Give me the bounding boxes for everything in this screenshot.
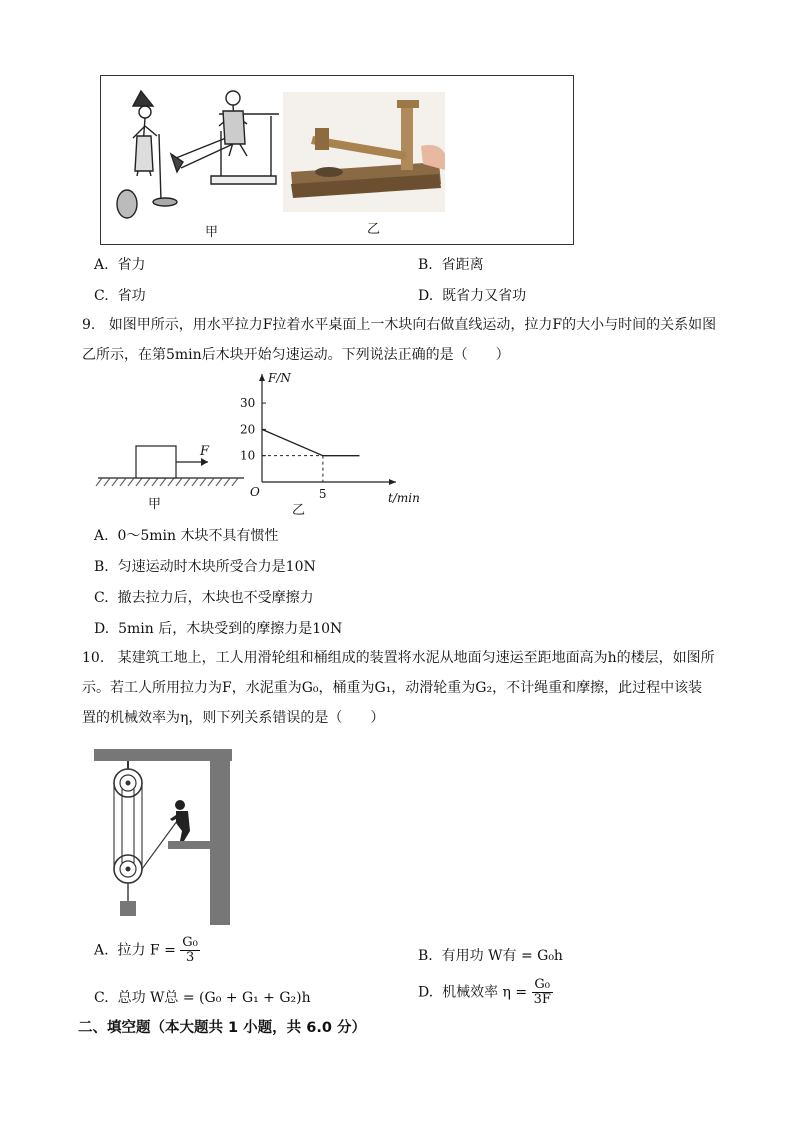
q8-label-jia: 甲 bbox=[205, 225, 219, 240]
q9-number: 9. bbox=[82, 317, 96, 333]
section-heading-fill-in: 二、填空题（本大题共 1 小题，共 6.0 分） bbox=[78, 1020, 366, 1036]
building-wall bbox=[210, 761, 230, 925]
q10-option-a[interactable]: A. 拉力 F = $\frac{\text{G₀}}{3}$ bbox=[94, 935, 198, 965]
q10-number: 10. bbox=[82, 650, 105, 666]
q10-option-c[interactable]: C. 总功 W总 = (G₀ + G₁ + G₂)h bbox=[94, 990, 311, 1006]
q9-caption-yi: 乙 bbox=[292, 503, 306, 518]
q8-option-a[interactable]: A. 省力 bbox=[94, 257, 146, 273]
cement-bucket bbox=[120, 901, 136, 916]
q9-stem-line2: 乙所示，在第5min后木块开始匀速运动。下列说法正确的是（ ） bbox=[82, 347, 510, 363]
fraction: $\frac{\text{G₀}}{3F}$ bbox=[533, 977, 551, 1007]
q9-option-b[interactable]: B. 匀速运动时木块所受合力是10N bbox=[94, 559, 316, 575]
y-axis-arrow bbox=[259, 374, 265, 381]
q10-stem-line3: 置的机械效率为η，则下列关系错误的是（ ） bbox=[82, 710, 385, 726]
q8-option-d[interactable]: D. 既省力又省功 bbox=[418, 288, 527, 304]
y-tick-label: 20 bbox=[240, 422, 256, 437]
worker-platform bbox=[168, 841, 210, 849]
q9-stem bbox=[82, 310, 762, 370]
pestle-workers-illustration bbox=[117, 91, 279, 218]
worker-figure bbox=[170, 800, 190, 841]
q8-option-b[interactable]: B. 省距离 bbox=[418, 257, 484, 273]
q9-caption-jia: 甲 bbox=[148, 497, 162, 512]
q8-figure-frame bbox=[100, 75, 574, 245]
wooden-block bbox=[136, 446, 176, 478]
x-tick-label: 5 bbox=[318, 487, 327, 501]
x-axis-arrow bbox=[389, 479, 396, 485]
y-axis-label: F/N bbox=[268, 371, 291, 385]
q10-pulley-figure bbox=[92, 745, 242, 927]
y-tick-label: 30 bbox=[240, 396, 256, 411]
q9-option-a[interactable]: A. 0～5min 木块不具有惯性 bbox=[94, 528, 279, 544]
q10-stem-line2: 示。若工人所用拉力为F，水泥重为G₀，桶重为G₁，动滑轮重为G₂，不计绳重和摩擦，此过程中该装 bbox=[82, 680, 703, 696]
ceiling-beam bbox=[94, 749, 232, 761]
q9-stem-line1: 如图甲所示，用水平拉力F拉着水平桌面上一木块向右做直线运动，拉力F的大小与时间的关系如图 bbox=[108, 317, 717, 333]
q8-option-c[interactable]: C. 省功 bbox=[94, 288, 146, 304]
x-axis-label: t/min bbox=[388, 491, 420, 505]
q9-ft-chart bbox=[236, 371, 420, 520]
q10-stem-line1: 某建筑工地上，工人用滑轮组和桶组成的装置将水泥从地面匀速运至距地面高为h的楼层，如图所 bbox=[117, 650, 715, 666]
ground-hatching bbox=[96, 478, 238, 486]
q10-stem bbox=[82, 643, 762, 733]
q9-option-d[interactable]: D. 5min 后，木块受到的摩擦力是10N bbox=[94, 621, 343, 637]
q9-option-c[interactable]: C. 撤去拉力后，木块也不受摩擦力 bbox=[94, 590, 314, 606]
origin-label: O bbox=[250, 485, 260, 499]
y-tick-label: 10 bbox=[240, 448, 256, 463]
pestle-model-photo bbox=[283, 92, 445, 212]
q8-illustration bbox=[101, 76, 575, 246]
q8-label-yi: 乙 bbox=[367, 222, 381, 237]
q9-block-figure bbox=[96, 430, 246, 512]
force-time-line bbox=[262, 429, 359, 455]
force-label: F bbox=[200, 444, 210, 459]
q10-option-b[interactable]: B. 有用功 W有 = G₀h bbox=[418, 948, 563, 964]
fraction: $\frac{\text{G₀}}{3}$ bbox=[182, 935, 198, 965]
q10-option-d[interactable]: D. 机械效率 η = $\frac{\text{G₀}}{3F}$ bbox=[418, 977, 551, 1007]
